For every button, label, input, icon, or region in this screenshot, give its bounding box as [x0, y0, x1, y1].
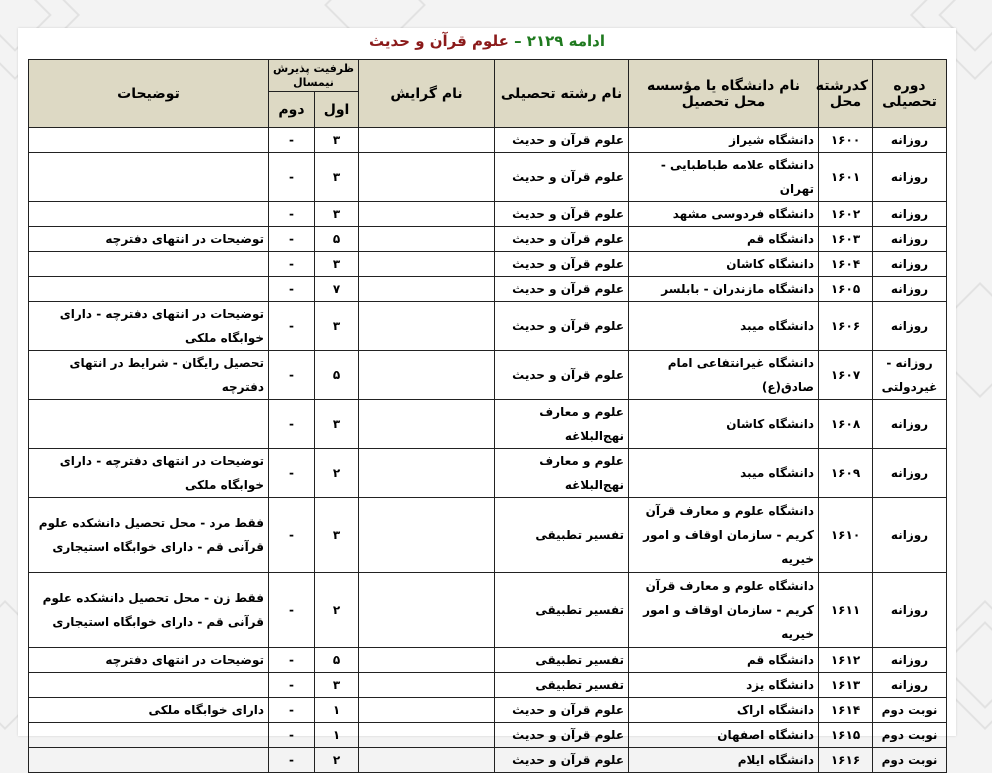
- cell-code: ۱۶۰۸: [819, 400, 873, 449]
- document-sheet: [18, 28, 956, 767]
- cell-field: تفسیر تطبیقی: [495, 498, 629, 573]
- cell-cap2: -: [269, 351, 315, 400]
- cell-gerayesh: [359, 302, 495, 351]
- cell-cap2: -: [269, 498, 315, 573]
- cell-gerayesh: [359, 227, 495, 252]
- cell-gerayesh: [359, 128, 495, 153]
- table-row: [29, 498, 947, 573]
- cell-dorah: روزانه: [873, 648, 947, 673]
- cell-university: دانشگاه کاشان: [629, 400, 819, 449]
- cell-notes: توضیحات در انتهای دفترچه - دارای خوابگاه ملکی: [29, 449, 269, 498]
- cell-cap1: ۵: [315, 351, 359, 400]
- cell-university: دانشگاه علوم و معارف قرآن کریم - سازمان اوقاف و امور خیریه: [629, 573, 819, 648]
- table-row: [29, 573, 947, 648]
- table-row: [29, 748, 947, 773]
- cell-university: دانشگاه مازندران - بابلسر: [629, 277, 819, 302]
- cell-notes: [29, 748, 269, 773]
- cell-dorah: روزانه: [873, 277, 947, 302]
- cell-university: دانشگاه غیرانتفاعی امام صادق(ع): [629, 351, 819, 400]
- cell-field: علوم و معارف نهج‌البلاغه: [495, 400, 629, 449]
- cell-dorah: روزانه: [873, 252, 947, 277]
- table-row: [29, 400, 947, 449]
- cell-code: ۱۶۰۲: [819, 202, 873, 227]
- cell-field: علوم قرآن و حدیث: [495, 723, 629, 748]
- cell-cap1: ۳: [315, 673, 359, 698]
- cell-field: علوم قرآن و حدیث: [495, 698, 629, 723]
- cell-notes: توضیحات در انتهای دفترچه - دارای خوابگاه ملکی: [29, 302, 269, 351]
- cell-code: ۱۶۰۱: [819, 153, 873, 202]
- cell-cap2: -: [269, 748, 315, 773]
- cell-field: علوم قرآن و حدیث: [495, 277, 629, 302]
- cell-gerayesh: [359, 252, 495, 277]
- cell-field: علوم قرآن و حدیث: [495, 302, 629, 351]
- cell-university: دانشگاه کاشان: [629, 252, 819, 277]
- header-cap-second: دوم: [269, 92, 315, 128]
- table-row: [29, 202, 947, 227]
- title-prefix: ادامه ۲۱۲۹ –: [514, 32, 606, 50]
- cell-cap1: ۲: [315, 449, 359, 498]
- header-gerayesh: نام گرایش: [359, 60, 495, 128]
- cell-cap1: ۳: [315, 202, 359, 227]
- cell-notes: توضیحات در انتهای دفترچه: [29, 227, 269, 252]
- cell-cap1: ۳: [315, 400, 359, 449]
- cell-code: ۱۶۱۳: [819, 673, 873, 698]
- table-row: [29, 302, 947, 351]
- cell-cap1: ۷: [315, 277, 359, 302]
- cell-cap1: ۳: [315, 302, 359, 351]
- cell-cap2: -: [269, 400, 315, 449]
- cell-code: ۱۶۰۹: [819, 449, 873, 498]
- cell-code: ۱۶۰۵: [819, 277, 873, 302]
- cell-gerayesh: [359, 698, 495, 723]
- table-row: [29, 252, 947, 277]
- cell-cap2: -: [269, 227, 315, 252]
- cell-field: علوم و معارف نهج‌البلاغه: [495, 449, 629, 498]
- cell-cap2: -: [269, 153, 315, 202]
- page-title: [18, 32, 956, 58]
- cell-gerayesh: [359, 723, 495, 748]
- cell-field: تفسیر تطبیقی: [495, 673, 629, 698]
- cell-cap2: -: [269, 698, 315, 723]
- cell-dorah: نوبت دوم: [873, 723, 947, 748]
- table-body: [29, 128, 947, 773]
- cell-field: علوم قرآن و حدیث: [495, 252, 629, 277]
- admissions-table: [28, 59, 947, 773]
- cell-cap2: -: [269, 648, 315, 673]
- cell-dorah: روزانه: [873, 449, 947, 498]
- cell-dorah: روزانه: [873, 498, 947, 573]
- table-row: [29, 153, 947, 202]
- cell-dorah: روزانه: [873, 153, 947, 202]
- cell-gerayesh: [359, 748, 495, 773]
- cell-code: ۱۶۱۰: [819, 498, 873, 573]
- header-field: نام رشته تحصیلی: [495, 60, 629, 128]
- header-cap-first: اول: [315, 92, 359, 128]
- cell-code: ۱۶۱۵: [819, 723, 873, 748]
- cell-code: ۱۶۰۶: [819, 302, 873, 351]
- cell-notes: [29, 202, 269, 227]
- cell-university: دانشگاه قم: [629, 648, 819, 673]
- header-notes: توضیحات: [29, 60, 269, 128]
- cell-notes: [29, 128, 269, 153]
- cell-gerayesh: [359, 202, 495, 227]
- table-row: [29, 449, 947, 498]
- cell-gerayesh: [359, 400, 495, 449]
- cell-notes: تحصیل رایگان - شرایط در انتهای دفترچه: [29, 351, 269, 400]
- cell-cap1: ۲: [315, 748, 359, 773]
- cell-notes: [29, 277, 269, 302]
- cell-dorah: روزانه: [873, 227, 947, 252]
- cell-cap2: -: [269, 673, 315, 698]
- header-university: نام دانشگاه یا مؤسسه محل تحصیل: [629, 60, 819, 128]
- cell-notes: فقط زن - محل تحصیل دانشکده علوم قرآنی قم - دارای خوابگاه استیجاری: [29, 573, 269, 648]
- cell-field: علوم قرآن و حدیث: [495, 153, 629, 202]
- cell-university: دانشگاه قم: [629, 227, 819, 252]
- cell-cap1: ۲: [315, 573, 359, 648]
- cell-cap2: -: [269, 277, 315, 302]
- cell-dorah: نوبت دوم: [873, 748, 947, 773]
- cell-university: دانشگاه شیراز: [629, 128, 819, 153]
- cell-field: علوم قرآن و حدیث: [495, 128, 629, 153]
- header-code: کدرشته محل: [819, 60, 873, 128]
- cell-notes: دارای خوابگاه ملکی: [29, 698, 269, 723]
- table-row: [29, 723, 947, 748]
- cell-university: دانشگاه علوم و معارف قرآن کریم - سازمان اوقاف و امور خیریه: [629, 498, 819, 573]
- cell-code: ۱۶۰۴: [819, 252, 873, 277]
- cell-field: علوم قرآن و حدیث: [495, 748, 629, 773]
- cell-field: علوم قرآن و حدیث: [495, 202, 629, 227]
- cell-dorah: روزانه: [873, 128, 947, 153]
- cell-gerayesh: [359, 673, 495, 698]
- cell-notes: [29, 400, 269, 449]
- cell-code: ۱۶۱۲: [819, 648, 873, 673]
- table-row: [29, 698, 947, 723]
- cell-cap1: ۱: [315, 723, 359, 748]
- cell-code: ۱۶۰۰: [819, 128, 873, 153]
- cell-field: علوم قرآن و حدیث: [495, 351, 629, 400]
- cell-notes: [29, 252, 269, 277]
- cell-code: ۱۶۱۴: [819, 698, 873, 723]
- cell-gerayesh: [359, 498, 495, 573]
- table-row: [29, 227, 947, 252]
- table-row: [29, 128, 947, 153]
- cell-cap2: -: [269, 202, 315, 227]
- cell-dorah: روزانه: [873, 573, 947, 648]
- cell-university: دانشگاه میبد: [629, 302, 819, 351]
- cell-cap1: ۳: [315, 153, 359, 202]
- cell-university: دانشگاه علامه طباطبایی - تهران: [629, 153, 819, 202]
- cell-cap1: ۳: [315, 128, 359, 153]
- cell-university: دانشگاه میبد: [629, 449, 819, 498]
- cell-dorah: روزانه: [873, 202, 947, 227]
- cell-cap2: -: [269, 449, 315, 498]
- cell-notes: [29, 723, 269, 748]
- cell-gerayesh: [359, 153, 495, 202]
- cell-dorah: نوبت دوم: [873, 698, 947, 723]
- cell-university: دانشگاه اصفهان: [629, 723, 819, 748]
- cell-dorah: روزانه: [873, 400, 947, 449]
- cell-notes: [29, 673, 269, 698]
- header-dorah: دوره تحصیلی: [873, 60, 947, 128]
- cell-notes: [29, 153, 269, 202]
- table-row: [29, 673, 947, 698]
- cell-dorah: روزانه: [873, 673, 947, 698]
- cell-field: علوم قرآن و حدیث: [495, 227, 629, 252]
- cell-code: ۱۶۰۷: [819, 351, 873, 400]
- cell-code: ۱۶۱۶: [819, 748, 873, 773]
- cell-gerayesh: [359, 648, 495, 673]
- cell-cap2: -: [269, 302, 315, 351]
- cell-dorah: روزانه: [873, 302, 947, 351]
- cell-gerayesh: [359, 277, 495, 302]
- cell-notes: فقط مرد - محل تحصیل دانشکده علوم قرآنی قم - دارای خوابگاه استیجاری: [29, 498, 269, 573]
- cell-code: ۱۶۱۱: [819, 573, 873, 648]
- cell-university: دانشگاه اراک: [629, 698, 819, 723]
- header-capacity: ظرفیت پذیرش نیمسال: [269, 60, 359, 92]
- cell-cap1: ۳: [315, 498, 359, 573]
- cell-cap2: -: [269, 128, 315, 153]
- cell-notes: توضیحات در انتهای دفترچه: [29, 648, 269, 673]
- cell-cap1: ۵: [315, 648, 359, 673]
- table-row: [29, 648, 947, 673]
- cell-cap2: -: [269, 723, 315, 748]
- title-main: علوم قرآن و حدیث: [368, 32, 509, 50]
- cell-field: تفسیر تطبیقی: [495, 573, 629, 648]
- cell-university: دانشگاه ایلام: [629, 748, 819, 773]
- table-row: [29, 351, 947, 400]
- cell-code: ۱۶۰۳: [819, 227, 873, 252]
- table-row: [29, 277, 947, 302]
- cell-gerayesh: [359, 449, 495, 498]
- cell-cap1: ۱: [315, 698, 359, 723]
- cell-cap1: ۵: [315, 227, 359, 252]
- cell-field: تفسیر تطبیقی: [495, 648, 629, 673]
- cell-gerayesh: [359, 573, 495, 648]
- cell-university: دانشگاه یزد: [629, 673, 819, 698]
- cell-gerayesh: [359, 351, 495, 400]
- cell-dorah: روزانه - غیردولتی: [873, 351, 947, 400]
- cell-cap2: -: [269, 573, 315, 648]
- cell-cap2: -: [269, 252, 315, 277]
- cell-university: دانشگاه فردوسی مشهد: [629, 202, 819, 227]
- cell-cap1: ۳: [315, 252, 359, 277]
